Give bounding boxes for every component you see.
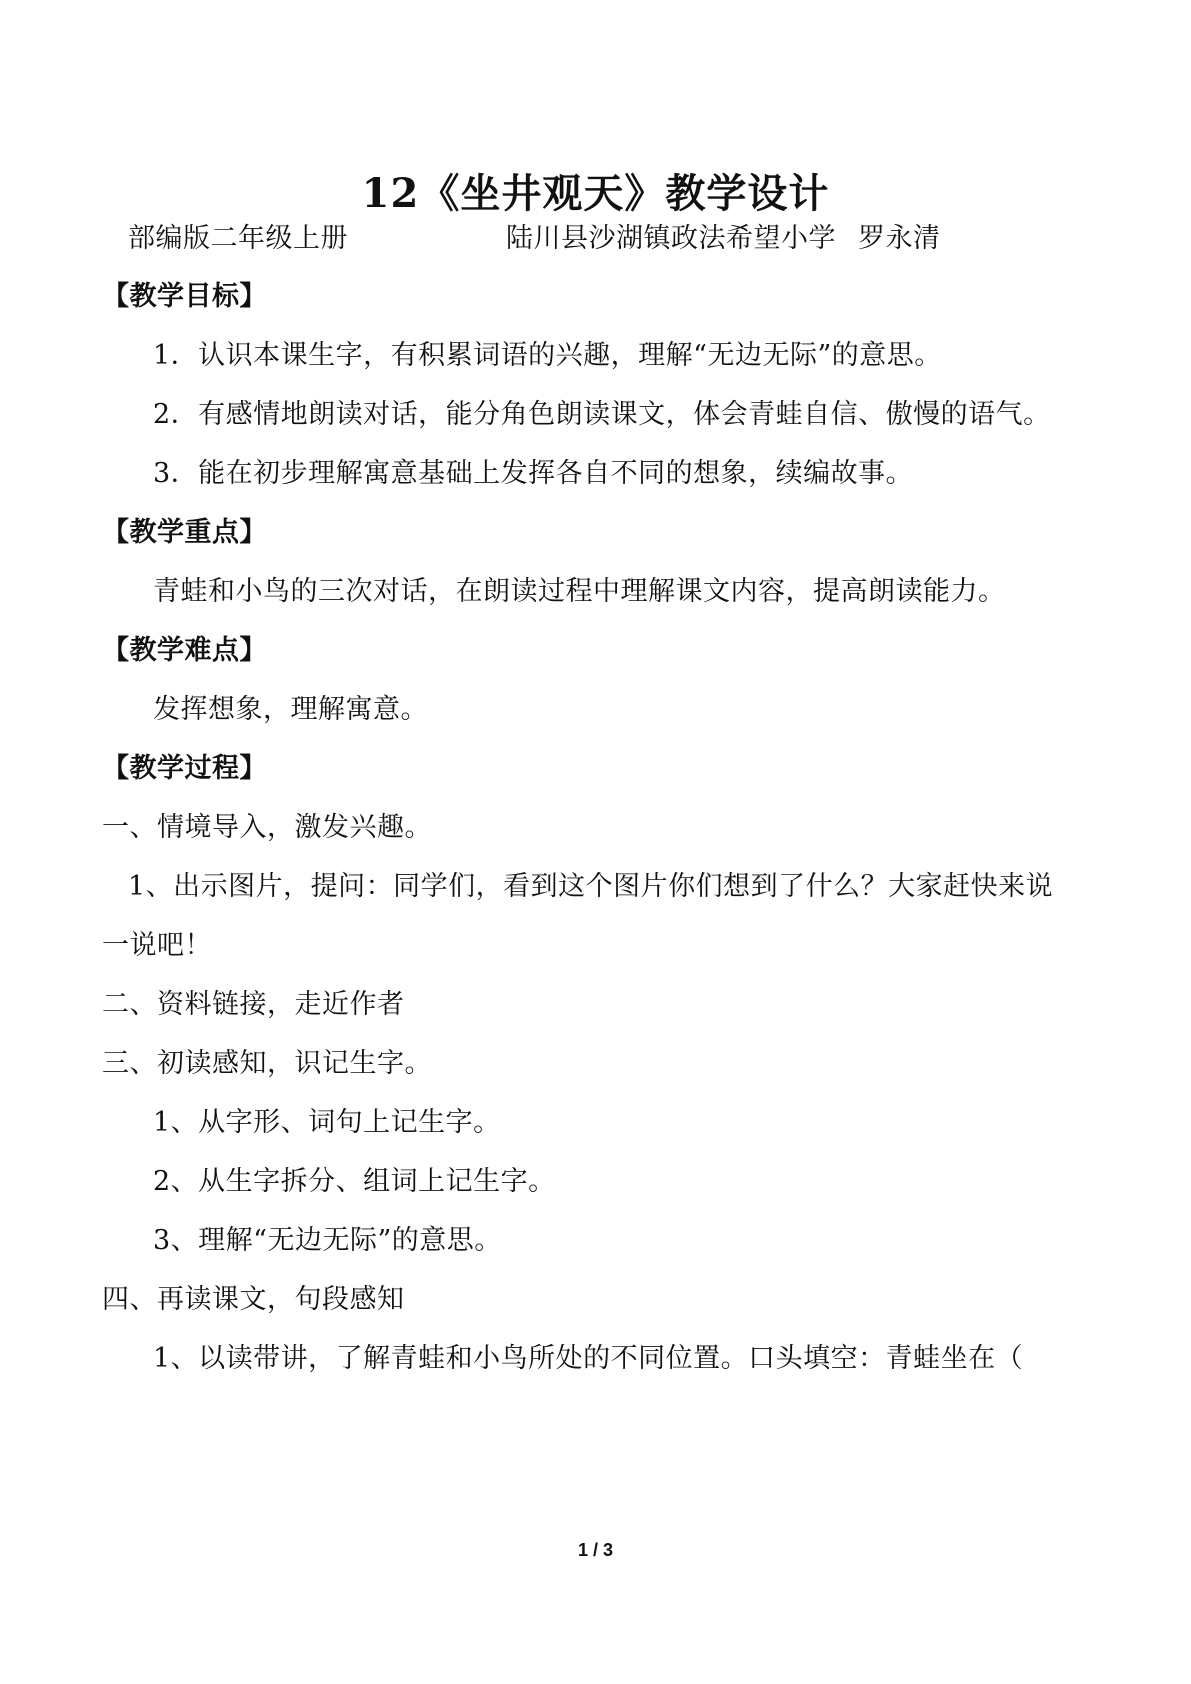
goals-heading: 【教学目标】 [102,281,267,312]
process-step-1-item-1-cont: 一说吧！ [102,930,212,961]
byline-school: 陆川县沙湖镇政法希望小学 [506,223,836,254]
process-heading: 【教学过程】 [102,753,267,784]
process-step-4: 四、再读课文，句段感知 [102,1284,405,1315]
goal-item: 1．认识本课生字，有积累词语的兴趣，理解“无边无际”的意思。 [153,340,942,371]
byline-edition: 部编版二年级上册 [128,223,348,254]
page-number: 1 / 3 [577,1540,614,1560]
process-step-1: 一、情境导入，激发兴趣。 [102,812,432,843]
process-step-3-item: 1、从字形、词句上记生字。 [153,1107,501,1138]
document-title: 12《坐井观天》教学设计 [361,170,830,217]
process-step-3: 三、初读感知，识记生字。 [102,1048,432,1079]
process-step-1-item-1: 1、出示图片，提问：同学们，看到这个图片你们想到了什么？大家赶快来说 [128,871,1054,902]
key-points-text: 青蛙和小鸟的三次对话，在朗读过程中理解课文内容，提高朗读能力。 [153,576,1006,607]
difficulties-text: 发挥想象，理解寓意。 [153,694,428,725]
goal-item: 3．能在初步理解寓意基础上发挥各自不同的想象，续编故事。 [153,458,914,489]
process-step-3-item: 3、理解“无边无际”的意思。 [153,1225,502,1256]
byline-author: 罗永清 [858,223,941,254]
difficulties-heading: 【教学难点】 [102,635,267,666]
key-points-heading: 【教学重点】 [102,517,267,548]
process-step-2: 二、资料链接，走近作者 [102,989,405,1020]
process-step-3-item: 2、从生字拆分、组词上记生字。 [153,1166,556,1197]
process-step-4-item-1: 1、以读带讲，了解青蛙和小鸟所处的不同位置。口头填空：青蛙坐在（ [153,1343,1024,1374]
goal-item: 2．有感情地朗读对话，能分角色朗读课文，体会青蛙自信、傲慢的语气。 [153,399,1051,430]
